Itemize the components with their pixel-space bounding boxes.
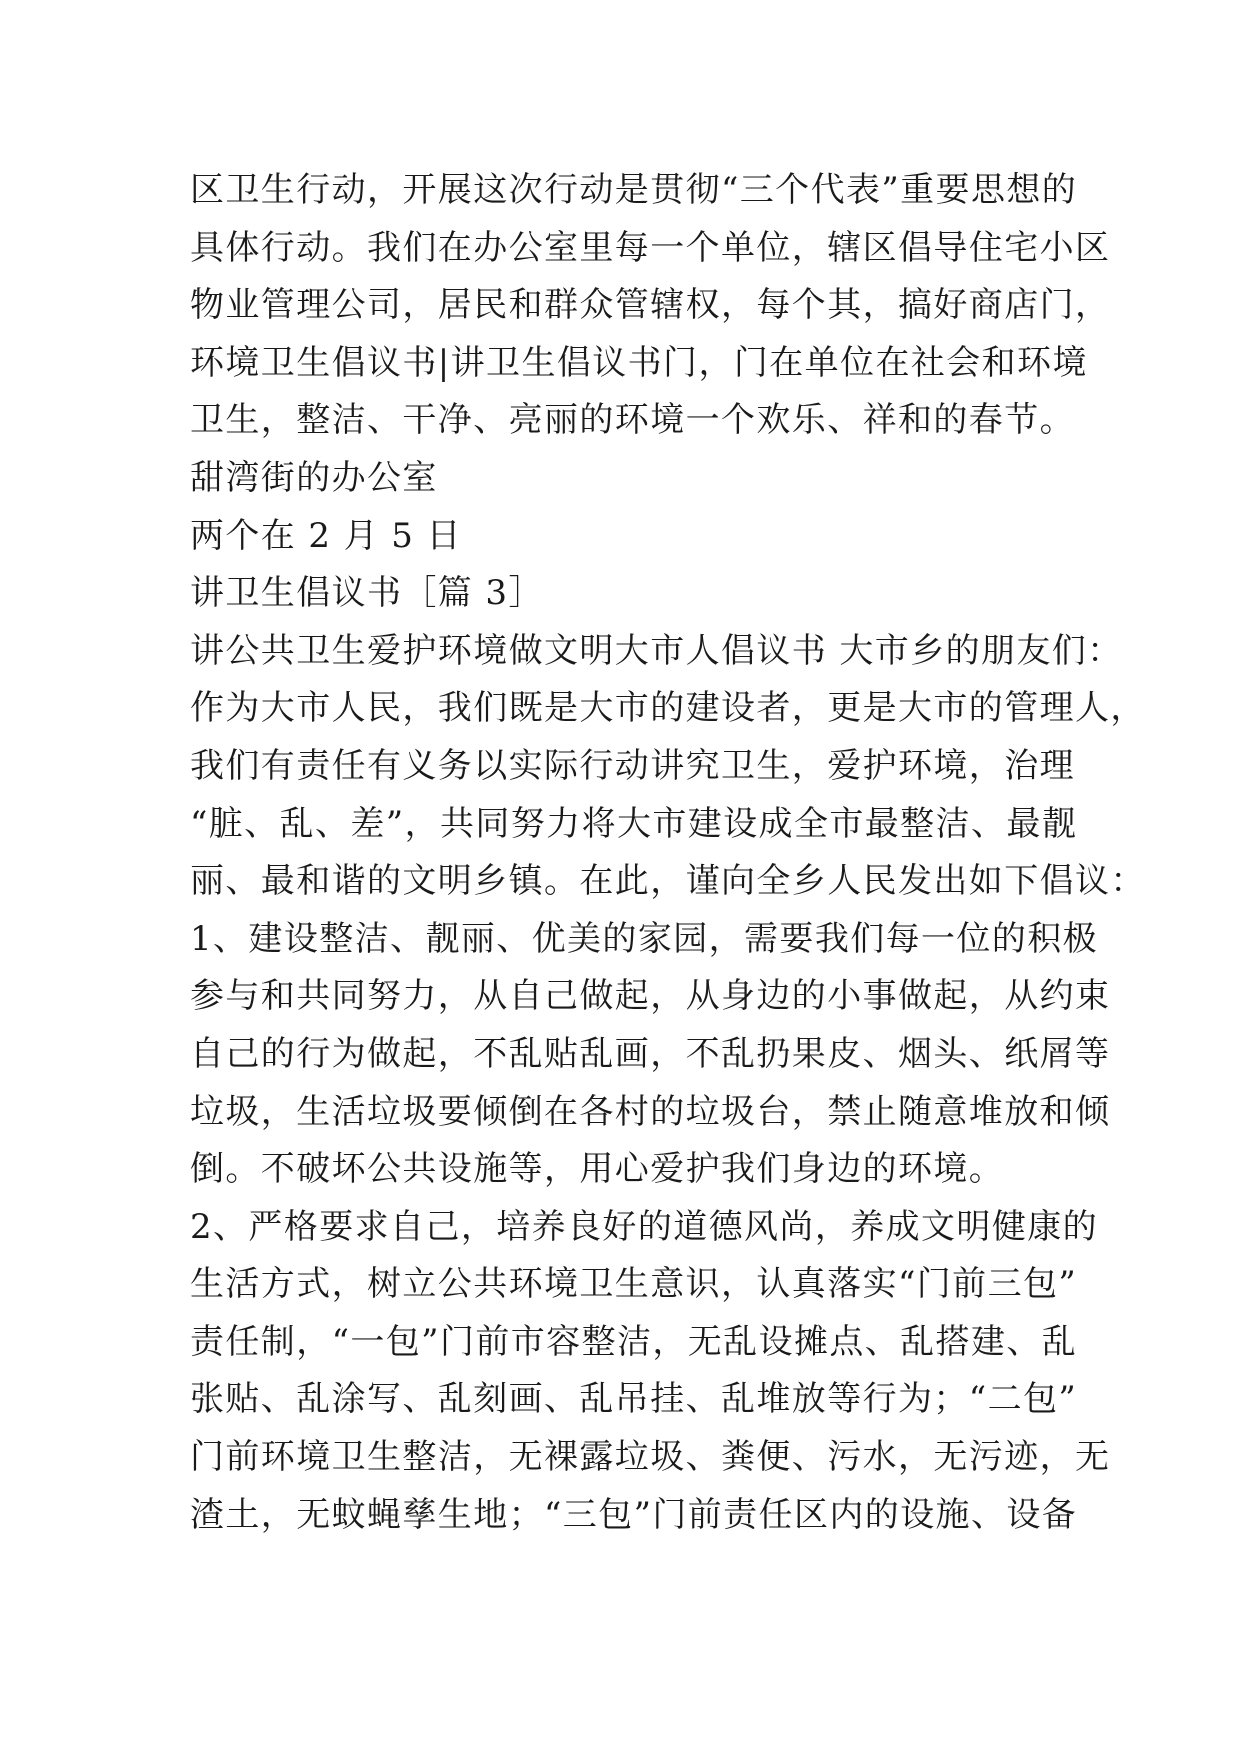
- text-line: 2、严格要求自己，培养良好的道德风尚，养成文明健康的: [190, 1206, 1099, 1247]
- signature-office: 甜湾街的办公室: [190, 457, 438, 498]
- text-line: 物业管理公司，居民和群众管辖权，每个其，搞好商店门，: [190, 285, 1111, 326]
- document-text: [190, 162, 1146, 1544]
- text-line: 垃圾，生活垃圾要倾倒在各村的垃圾台，禁止随意堆放和倾: [190, 1091, 1111, 1132]
- text-line: 生活方式，树立公共环境卫生意识，认真落实“门前三包”: [190, 1264, 1078, 1305]
- text-line: 参与和共同努力，从自己做起，从身边的小事做起，从约束: [190, 976, 1111, 1017]
- text-line: “脏、乱、差”，共同努力将大市建设成全市最整洁、最靓: [190, 803, 1078, 844]
- text-line: 门前环境卫生整洁，无裸露垃圾、粪便、污水，无污迹，无: [190, 1437, 1111, 1478]
- text-line: 张贴、乱涂写、乱刻画、乱吊挂、乱堆放等行为；“二包”: [190, 1379, 1078, 1420]
- text-line: 讲公共卫生爱护环境做文明大市人倡议书 大市乡的朋友们：: [190, 630, 1123, 671]
- text-line: 卫生，整洁、干净、亮丽的环境一个欢乐、祥和的春节。: [190, 400, 1075, 441]
- text-line: 责任制，“一包”门前市容整洁，无乱设摊点、乱搭建、乱: [190, 1321, 1078, 1362]
- text-line: 丽、最和谐的文明乡镇。在此，谨向全乡人民发出如下倡议：: [190, 861, 1146, 902]
- text-line: 自己的行为做起，不乱贴乱画，不乱扔果皮、烟头、纸屑等: [190, 1033, 1111, 1074]
- section-heading: 讲卫生倡议书［篇 3］: [190, 573, 544, 614]
- text-line: 倒。不破坏公共设施等，用心爱护我们身边的环境。: [190, 1149, 1005, 1190]
- text-line: 环境卫生倡议书|讲卫生倡议书门，门在单位在社会和环境: [190, 342, 1088, 383]
- text-line: 1、建设整洁、靓丽、优美的家园，需要我们每一位的积极: [190, 918, 1099, 959]
- text-line: 渣土，无蚊蝇孳生地；“三包”门前责任区内的设施、设备: [190, 1494, 1078, 1535]
- signature-date: 两个在 2 月 5 日: [190, 515, 462, 556]
- text-line: 作为大市人民，我们既是大市的建设者，更是大市的管理人，: [190, 688, 1146, 729]
- text-line: 区卫生行动，开展这次行动是贯彻“三个代表”重要思想的: [190, 170, 1078, 210]
- text-line: 我们有责任有义务以实际行动讲究卫生，爱护环境，治理: [190, 745, 1075, 786]
- text-line: 具体行动。我们在办公室里每一个单位，辖区倡导住宅小区: [190, 227, 1111, 268]
